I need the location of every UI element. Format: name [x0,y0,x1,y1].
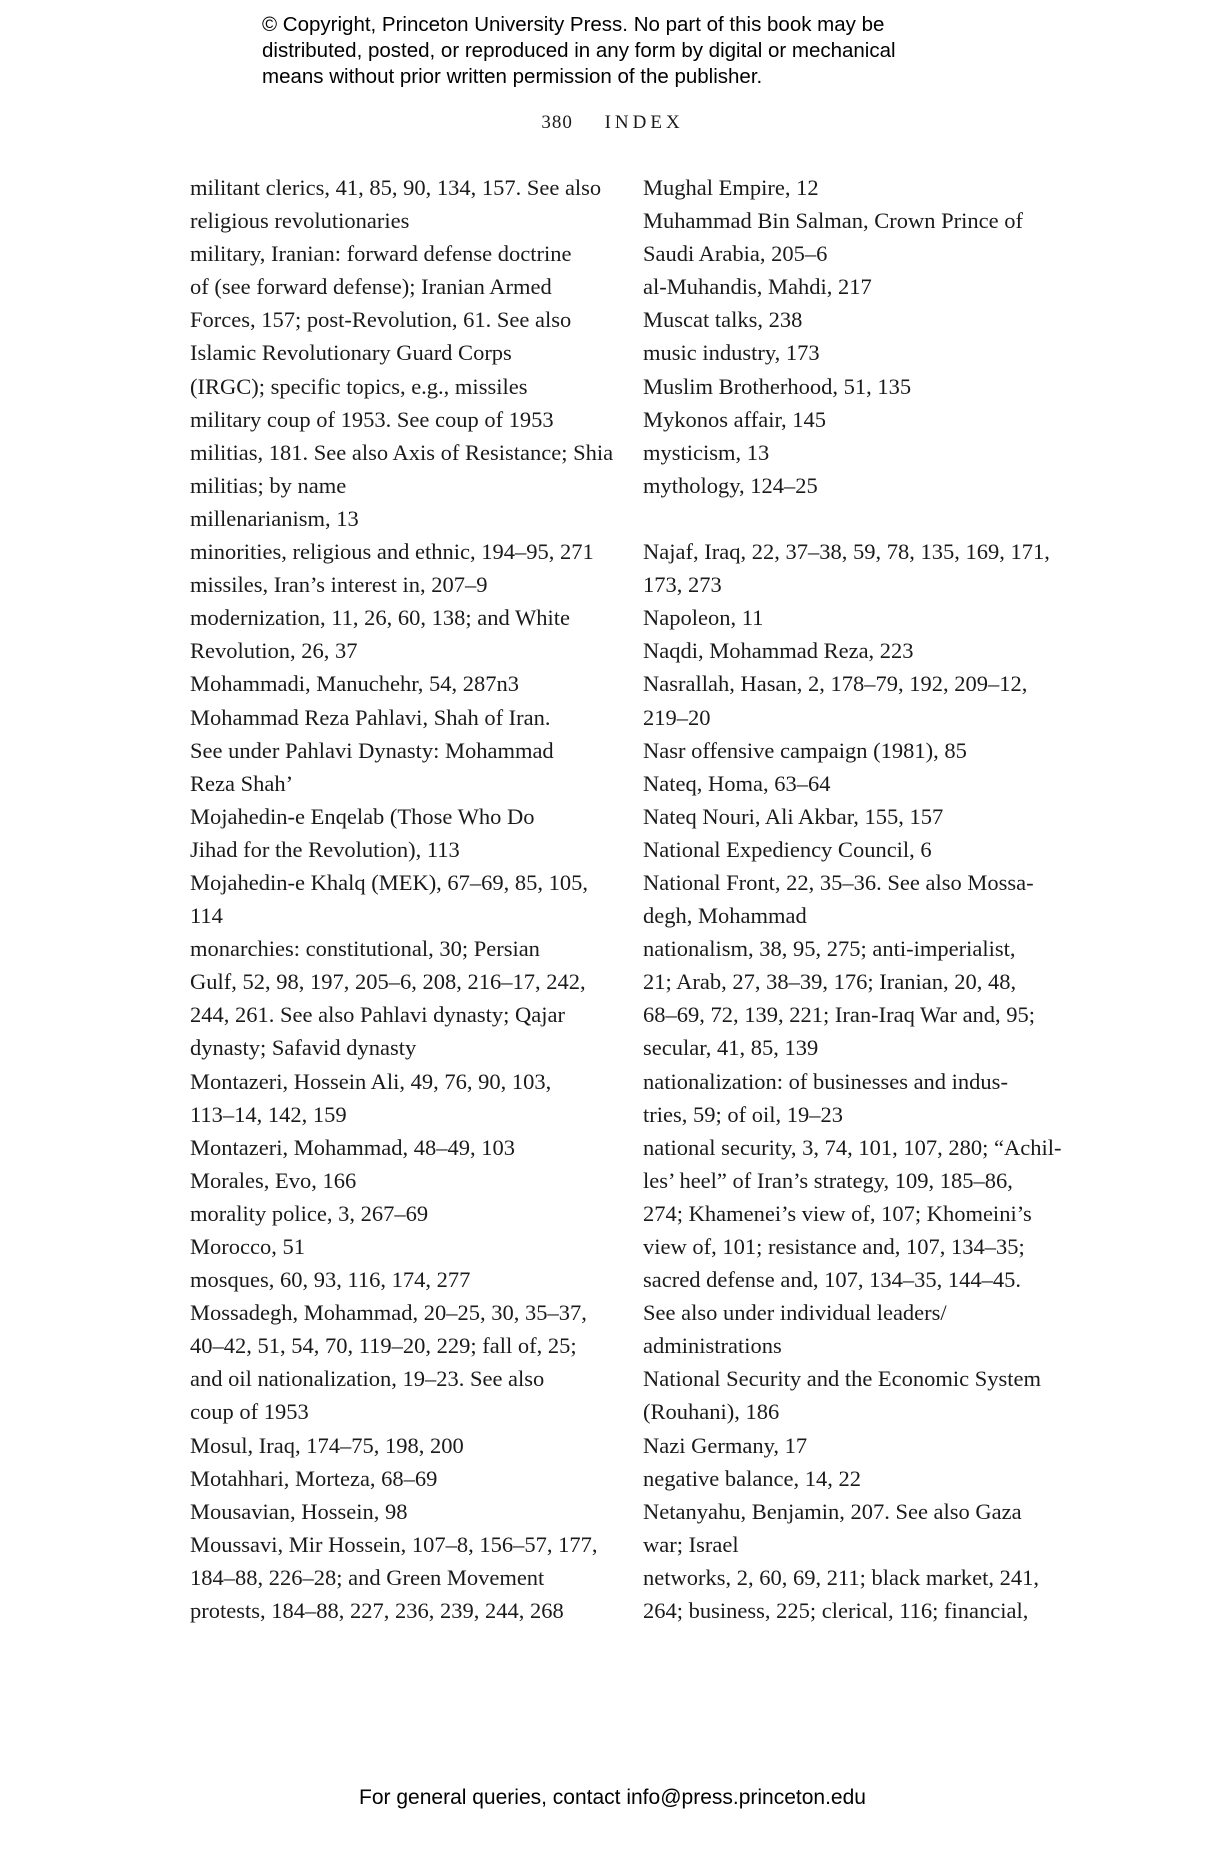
index-entry-line: 244, 261. See also Pahlavi dynasty; Qajar [190,1002,565,1028]
index-entry [190,1263,605,1296]
index-entry-line: Mughal Empire, 12 [643,175,819,200]
index-entry [643,204,1068,270]
index-entry [190,535,605,568]
index-entry-line: Reza Shah’ [190,770,294,796]
index-entry [190,1462,605,1495]
index-entry-line: music industry, 173 [643,340,820,366]
index-entry-line: Netanyahu, Benjamin, 207. See also Gaza [643,1498,1022,1524]
index-entry-line: view of, 101; resistance and, 107, 134–35; [643,1234,1025,1259]
index-entry-line: National Security and the Economic System [643,1366,1042,1392]
index-entry-line: modernization, 11, 26, 60, 138; and White [190,605,570,631]
index-entry-line: missiles, Iran’s interest in, 207–9 [190,572,488,598]
index-entry [190,1296,605,1428]
index-entry [643,1429,1068,1462]
index-entry-line: 21; Arab, 27, 38–39, 176; Iranian, 20, 48, [643,969,1017,995]
index-entry [190,1197,605,1230]
index-entry-line: protests, 184–88, 227, 236, 239, 244, 268 [190,1598,564,1624]
index-entry [643,370,1068,403]
index-entry [190,502,605,535]
index-entry-line: Najaf, Iraq, 22, 37–38, 59, 78, 135, 169, 171, [643,539,1050,565]
index-entry [643,171,1068,204]
index-entry-line: Morocco, 51 [190,1234,305,1259]
index-entry [190,1230,605,1263]
index-entry-line: Motahhari, Morteza, 68–69 [190,1465,438,1491]
index-entry-line: (Rouhani), 186 [643,1399,780,1425]
index-entry [643,667,1068,733]
index-entry-line: Nazi Germany, 17 [643,1432,808,1458]
index-entry-line: Revolution, 26, 37 [190,638,358,664]
index-entry-line: Montazeri, Mohammad, 48–49, 103 [190,1134,515,1160]
index-entry [643,866,1068,932]
index-entry-line: Mohammad Reza Pahlavi, Shah of Iran. [190,704,551,730]
index-entry [190,1495,605,1528]
index-entry-line: militant clerics, 41, 85, 90, 134, 157. See also [190,175,602,200]
index-entry [643,535,1068,601]
index-entry [643,734,1068,767]
index-entry [190,1131,605,1164]
index-entry [643,1131,1068,1363]
section-title: INDEX [604,112,684,133]
index-entry-line: 264; business, 225; clerical, 116; financial, [643,1598,1029,1624]
index-entry-line: Napoleon, 11 [643,605,764,631]
index-entry-line: 184–88, 226–28; and Green Movement [190,1564,545,1590]
index-entry [190,237,605,402]
index-entry-line: militias, 181. See also Axis of Resistance; Shia [190,439,614,465]
index-entry [190,667,605,700]
index-entry [643,634,1068,667]
index-entry-line: Islamic Revolutionary Guard Corps [190,340,512,366]
index-entry-line: secular, 41, 85, 139 [643,1035,819,1061]
index-entry-line: administrations [643,1333,782,1359]
index-entry [643,270,1068,303]
index-entry-line: 173, 273 [643,572,722,598]
index-entry-line: morality police, 3, 267–69 [190,1200,429,1226]
index-entry-line: 114 [190,903,223,929]
index-entry-line: Gulf, 52, 98, 197, 205–6, 208, 216–17, 242, [190,969,586,995]
index-entry-line: Mossadegh, Mohammad, 20–25, 30, 35–37, [190,1300,587,1326]
index-entry [643,336,1068,369]
index-entry-line: millenarianism, 13 [190,505,359,531]
index-entry-line: nationalization: of businesses and indus- [643,1068,1008,1094]
index-entry [190,1164,605,1197]
index-entry-line: 219–20 [643,704,711,730]
index-entry [190,701,605,800]
index-entry-line: networks, 2, 60, 69, 211; black market, 241, [643,1564,1039,1590]
index-entry-line: Mojahedin-e Enqelab (Those Who Do [190,803,535,829]
index-entry-line: mythology, 124–25 [643,472,818,498]
index-entry-line: Muhammad Bin Salman, Crown Prince of [643,208,1023,234]
index-entry [190,866,605,932]
index-entry [643,303,1068,336]
index-entry-line: 113–14, 142, 159 [190,1101,347,1127]
running-head [0,112,1225,134]
index-column-right [643,171,1068,1627]
index-entry-line: Nateq Nouri, Ali Akbar, 155, 157 [643,803,944,829]
index-entry-line: coup of 1953 [190,1399,309,1425]
index-entry [643,800,1068,833]
copyright-notice [262,12,982,90]
index-entry-line: dynasty; Safavid dynasty [190,1035,417,1061]
index-entry-line: negative balance, 14, 22 [643,1465,862,1491]
index-entry-line: nationalism, 38, 95, 275; anti-imperialist, [643,936,1016,962]
index-entry [643,469,1068,502]
index-entry-line: Nasr offensive campaign (1981), 85 [643,737,967,763]
index-entry-line: mosques, 60, 93, 116, 174, 277 [190,1267,471,1293]
index-entry-line: al-Muhandis, Mahdi, 217 [643,274,872,300]
index-entry [190,1429,605,1462]
index-entry [643,601,1068,634]
copyright-line: © Copyright, Princeton University Press. No part of this book may be [262,13,885,36]
index-entry [643,403,1068,436]
index-entry [643,833,1068,866]
index-entry-line: (IRGC); specific topics, e.g., missiles [190,373,528,399]
index-entry [643,1362,1068,1428]
index-entry-line: Naqdi, Mohammad Reza, 223 [643,638,914,664]
index-entry-line: National Expediency Council, 6 [643,836,932,862]
copyright-line: means without prior written permission of the publisher. [262,65,763,88]
page-number: 380 [541,112,573,133]
index-entry [643,1462,1068,1495]
index-entry [190,932,605,1064]
index-entry-line: Nasrallah, Hasan, 2, 178–79, 192, 209–12, [643,671,1028,697]
index-entry-line: Morales, Evo, 166 [190,1167,357,1193]
footer-contact: For general queries, contact info@press.princeton.edu [359,1786,866,1809]
index-entry-line: Mohammadi, Manuchehr, 54, 287n3 [190,671,520,697]
index-entry-line: Forces, 157; post-Revolution, 61. See also [190,307,572,333]
index-entry-line: militias; by name [190,472,347,498]
index-entry [190,568,605,601]
index-entry-line: tries, 59; of oil, 19–23 [643,1101,843,1127]
index-entry [643,436,1068,469]
index-entry [190,1528,605,1627]
index-entry-line: military, Iranian: forward defense doctrine [190,241,572,267]
index-entry-line: Moussavi, Mir Hossein, 107–8, 156–57, 177, [190,1531,598,1557]
index-entry [643,767,1068,800]
index-entry-line: monarchies: constitutional, 30; Persian [190,936,540,962]
index-entry-line: 68–69, 72, 139, 221; Iran-Iraq War and, 95; [643,1002,1036,1028]
index-entry-line: Muslim Brotherhood, 51, 135 [643,373,912,399]
index-entry [190,800,605,866]
index-entry-line: and oil nationalization, 19–23. See also [190,1366,545,1392]
index-entry [643,932,1068,1064]
index-entry-line: Muscat talks, 238 [643,307,803,333]
index-entry-line: national security, 3, 74, 101, 107, 280; “Achil- [643,1134,1062,1160]
index-entry-line: 40–42, 51, 54, 70, 119–20, 229; fall of, 25; [190,1333,577,1359]
index-entry-line: See also under individual leaders/ [643,1300,947,1326]
index-entry-line: mysticism, 13 [643,439,770,465]
letter-group-gap [643,502,1068,535]
index-entry [643,1065,1068,1131]
index-entry [643,1495,1068,1561]
index-entry [643,1561,1068,1627]
index-entry [190,403,605,436]
index-entry-line: religious revolutionaries [190,208,410,234]
index-entry [190,1065,605,1131]
index-entry-line: Montazeri, Hossein Ali, 49, 76, 90, 103, [190,1068,552,1094]
index-entry-line: Mojahedin-e Khalq (MEK), 67–69, 85, 105, [190,869,589,895]
index-entry-line: of (see forward defense); Iranian Armed [190,274,552,300]
index-entry-line: See under Pahlavi Dynasty: Mohammad [190,737,554,763]
index-entry-line: Mosul, Iraq, 174–75, 198, 200 [190,1432,464,1458]
index-entry-line: les’ heel” of Iran’s strategy, 109, 185–86, [643,1167,1013,1193]
copyright-line: distributed, posted, or reproduced in any form by digital or mechanical [262,39,896,62]
index-entry-line: Mykonos affair, 145 [643,406,827,432]
index-entry [190,601,605,667]
index-entry [190,171,605,237]
index-entry-line: Jihad for the Revolution), 113 [190,836,460,862]
index-entry [190,436,614,502]
index-entry-line: National Front, 22, 35–36. See also Mossa- [643,869,1034,895]
index-entry-line: degh, Mohammad [643,903,807,929]
index-entry-line: minorities, religious and ethnic, 194–95, 271 [190,539,594,565]
index-column-left [190,171,614,1627]
index-entry-line: 274; Khamenei’s view of, 107; Khomeini’s [643,1200,1032,1226]
index-entry-line: war; Israel [643,1531,739,1557]
index-entry-line: Saudi Arabia, 205–6 [643,241,828,267]
index-entry-line: sacred defense and, 107, 134–35, 144–45. [643,1267,1022,1293]
index-entry-line: Nateq, Homa, 63–64 [643,770,831,796]
index-entry-line: Mousavian, Hossein, 98 [190,1498,408,1524]
index-entry-line: military coup of 1953. See coup of 1953 [190,406,554,432]
